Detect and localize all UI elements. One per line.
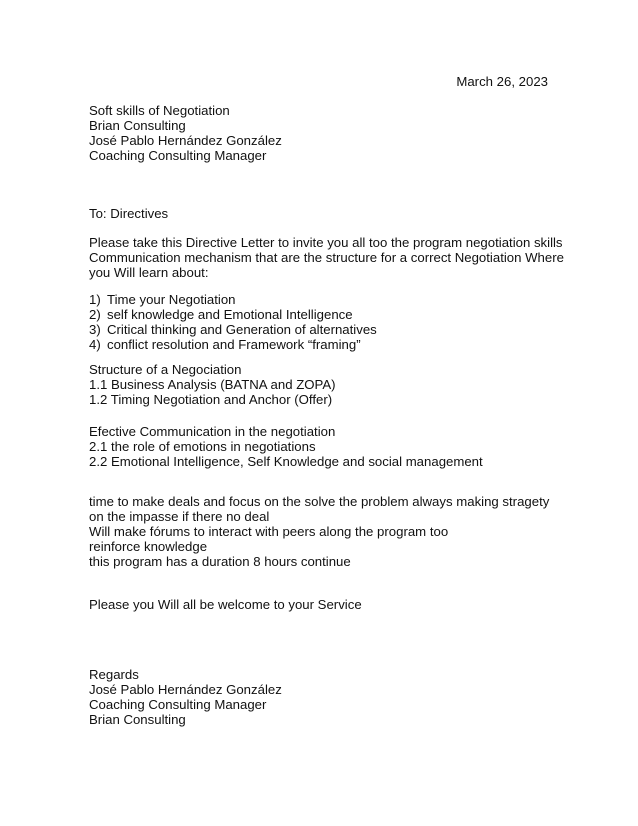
section-title: Efective Communication in the negotiation	[89, 424, 336, 439]
recipient-line: To: Directives	[89, 206, 169, 221]
list-text: self knowledge and Emotional Intelligence	[107, 307, 353, 322]
list-item	[89, 307, 559, 322]
section-title: Structure of a Negociation	[89, 362, 242, 377]
note-line: reinforce knowledge	[89, 539, 208, 554]
signature-closing: Regards	[89, 667, 139, 682]
letter-date: March 26, 2023	[456, 74, 548, 89]
header-role: Coaching Consulting Manager	[89, 148, 267, 163]
signature-block	[89, 667, 559, 727]
list-item	[89, 337, 559, 352]
header-subject: Soft skills of Negotiation	[89, 103, 230, 118]
list-number: 3)	[89, 322, 101, 337]
list-number: 1)	[89, 292, 101, 307]
header-author: José Pablo Hernández González	[89, 133, 282, 148]
signature-company: Brian Consulting	[89, 712, 186, 727]
section-item: 2.1 the role of emotions in negotiations	[89, 439, 316, 454]
communication-section	[89, 424, 559, 469]
topic-list	[89, 292, 559, 352]
section-item: 2.2 Emotional Intelligence, Self Knowledge and social management	[89, 454, 483, 469]
list-text: Critical thinking and Generation of alternatives	[107, 322, 377, 337]
header-company: Brian Consulting	[89, 118, 186, 133]
letter-header	[89, 103, 559, 163]
list-item	[89, 292, 559, 307]
note-line: time to make deals and focus on the solve the problem always making stragety on the impasse if there no deal	[89, 494, 550, 524]
intro-paragraph: Please take this Directive Letter to invite you all too the program negotiation skills Communication mechanism that are the structure for a correct Negotiation Where you Will learn about:	[89, 235, 564, 280]
list-text: conflict resolution and Framework “framing”	[107, 337, 361, 352]
welcome-line: Please you Will all be welcome to your Service	[89, 597, 362, 612]
section-item: 1.2 Timing Negotiation and Anchor (Offer)	[89, 392, 333, 407]
structure-section	[89, 362, 559, 407]
section-item: 1.1 Business Analysis (BATNA and ZOPA)	[89, 377, 336, 392]
signature-role: Coaching Consulting Manager	[89, 697, 267, 712]
list-number: 2)	[89, 307, 101, 322]
list-number: 4)	[89, 337, 101, 352]
list-item	[89, 322, 559, 337]
signature-name: José Pablo Hernández González	[89, 682, 282, 697]
note-line: this program has a duration 8 hours continue	[89, 554, 351, 569]
list-text: Time your Negotiation	[107, 292, 236, 307]
note-line: Will make fórums to interact with peers along the program too	[89, 524, 449, 539]
notes-section	[89, 494, 567, 569]
